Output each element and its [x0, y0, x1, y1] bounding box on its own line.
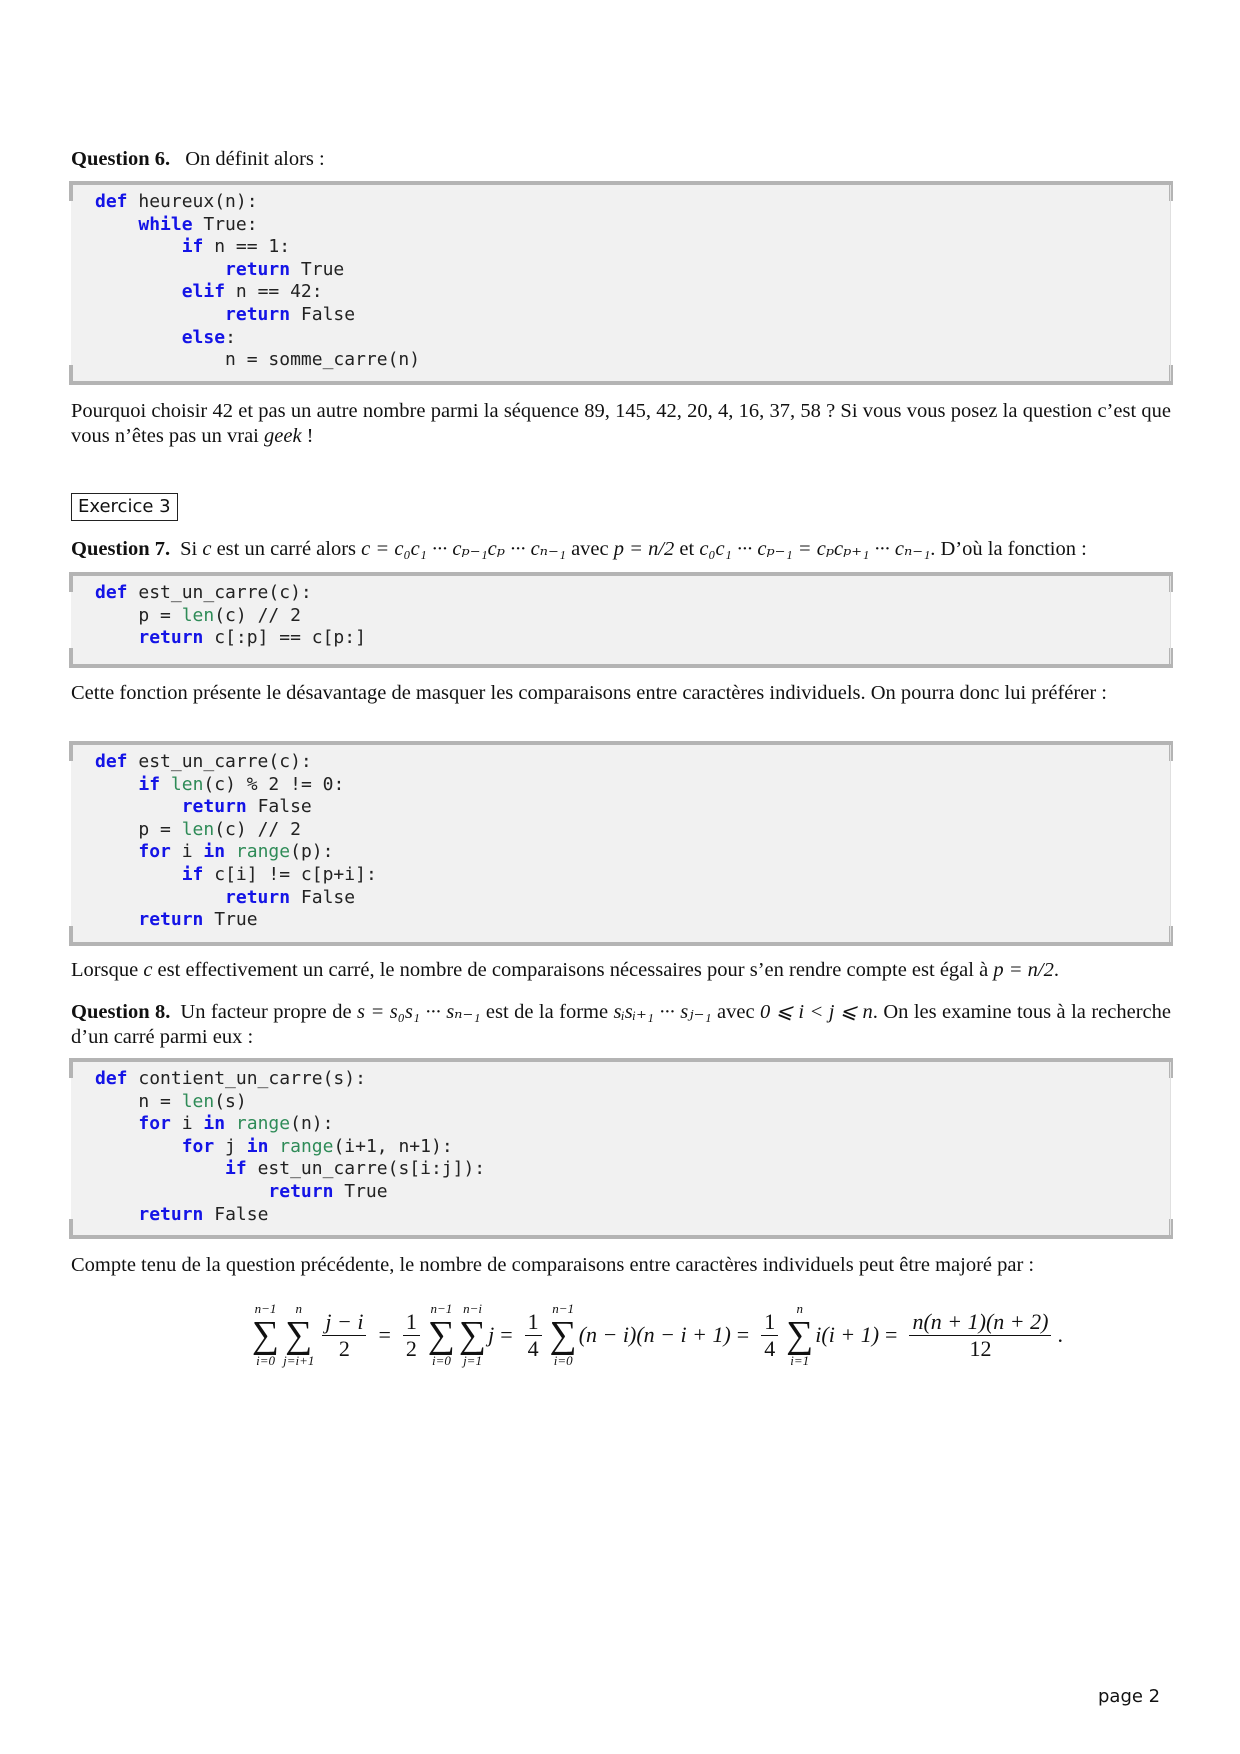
question-7-heading [71, 537, 1171, 562]
math-p: p = n/2 [993, 959, 1054, 981]
sum-sign: n−1 ∑ i=0 [252, 1301, 280, 1368]
period: . [1057, 1322, 1063, 1347]
math-formula: c = c₀c₁ ··· cₚ₋₁cₚ ··· cₙ₋₁ [361, 538, 566, 560]
text: est effectivement un carré, le nombre de comparaisons nécessaires pour s’en rendre compte est égal à [152, 959, 994, 981]
text: . On les examine tous à la recherche d’un carré parmi eux : [71, 1001, 1171, 1048]
question-label: Question 7. [71, 538, 171, 560]
text: Si [180, 538, 203, 560]
paragraph-upper-bound: Compte tenu de la question précédente, le nombre de comparaisons entre caractères individuels peut être majoré par : [71, 1254, 1035, 1276]
text: ! [301, 425, 314, 447]
sum-sign: n−i ∑ j=1 [458, 1301, 487, 1368]
page-number: page 2 [1098, 1686, 1161, 1707]
math-c: c [202, 538, 212, 560]
text: avec [565, 538, 614, 560]
math-c: c [143, 959, 153, 981]
math-factor: sᵢsᵢ₊₁ ··· sⱼ₋₁ [613, 1001, 712, 1023]
text: . D’où la fonction : [930, 538, 1087, 560]
question-8-heading [71, 1000, 1171, 1050]
text: . [1053, 959, 1059, 981]
paragraph-disadvantage: Cette fonction présente le désavantage de masquer les comparaisons entre caractères individuels. On pourra donc lui préférer : [71, 682, 1107, 704]
fraction: $\frac{1}{4}$ [525, 1309, 542, 1362]
code-listing: def est_un_carre(c): p = len(c) // 2 return c[:p] == c[p:] [95, 582, 366, 649]
code-block-est-un-carre-v2 [71, 741, 1171, 946]
fraction: $\frac{n(n + 1)(n + 2)}{12}$ [909, 1309, 1051, 1362]
code-block-est-un-carre-v1 [71, 572, 1171, 668]
question-label: Question 8. [71, 1001, 171, 1023]
sum-sign: n ∑ j=i+1 [283, 1301, 315, 1368]
code-listing: def heureux(n): while True: if n == 1: return True elif n == 42: return False else: n = somme_carre(n) [95, 191, 421, 371]
fraction: $\frac{1}{2}$ [403, 1309, 420, 1362]
math-equality: c₀c₁ ··· cₚ₋₁ = cₚcₚ₊₁ ··· cₙ₋₁ [699, 538, 931, 560]
question-intro: On définit alors : [185, 148, 325, 170]
equals: = [378, 1322, 391, 1347]
text: Lorsque [71, 959, 144, 981]
paragraph-why-42 [71, 399, 1171, 449]
text: est un carré alors [211, 538, 362, 560]
sum-sign: n−1 ∑ i=0 [549, 1301, 577, 1368]
equals: = [736, 1322, 750, 1347]
math-s: s = s₀s₁ ··· sₙ₋₁ [357, 1001, 481, 1023]
math-p: p = n/2 [613, 538, 675, 560]
sum-sign: n ∑ i=1 [786, 1301, 814, 1368]
code-listing: def est_un_carre(c): if len(c) % 2 != 0: return False p = len(c) // 2 for i in range(p): if c[i] != c[p+i]: return False return True [95, 751, 377, 931]
code-listing: def contient_un_carre(s): n = len(s) for i in range(n): for j in range(i+1, n+1): if est_un_carre(s[i:j]): return True return False [95, 1068, 486, 1225]
code-block-contient-un-carre [71, 1058, 1171, 1239]
math-inequality: 0 ⩽ i < j ⩽ n [760, 1001, 873, 1023]
term: (n − i)(n − i + 1) [578, 1322, 731, 1347]
term: i(i + 1) [815, 1322, 880, 1347]
text: est de la forme [480, 1001, 614, 1023]
code-block-heureux [71, 181, 1171, 385]
fraction: $\frac{1}{4}$ [761, 1309, 778, 1362]
text: Un facteur propre de [180, 1001, 358, 1023]
paragraph-comparisons [71, 958, 1171, 983]
exercise-title: Exercice 3 [71, 493, 178, 521]
sum-sign: n−1 ∑ i=0 [427, 1301, 455, 1368]
question-6-heading [71, 147, 1171, 172]
text: Pourquoi choisir 42 et pas un autre nombre parmi la séquence 89, 145, 42, 20, 4, 16, 37, 58 ? Si vous vous posez la question c’est que vous n’êtes pas un vrai [71, 400, 1171, 447]
term: j [488, 1322, 495, 1347]
equals: = [885, 1322, 898, 1347]
equals: = [500, 1322, 513, 1347]
display-formula [250, 1290, 1063, 1380]
fraction: $\frac{j - i}{2}$ [322, 1309, 366, 1362]
text: et [674, 538, 700, 560]
emphasis-geek: geek [264, 425, 302, 447]
text: avec [711, 1001, 760, 1023]
question-label: Question 6. [71, 148, 171, 170]
